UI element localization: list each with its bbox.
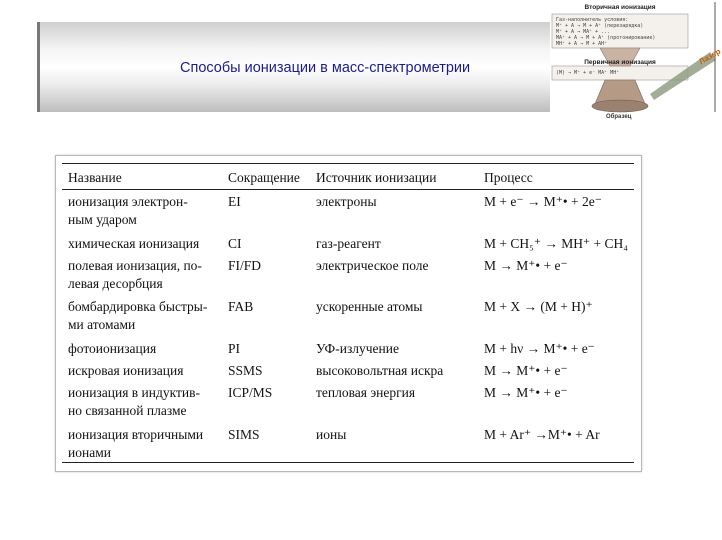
figure-line: (M) → M⁺ + e⁻ MA⁺ MH⁺: [556, 70, 620, 76]
row-abbr: SIMS: [228, 427, 260, 442]
row-source: ионы: [316, 427, 347, 442]
ionization-diagram: [550, 2, 722, 124]
row-process: M + X → (M + H)⁺: [484, 299, 593, 314]
laser-label: Лазер: [697, 46, 722, 67]
row-source: электрическое поле: [316, 258, 429, 273]
row-name: химическая ионизация: [68, 236, 200, 251]
table-rule-top: [62, 163, 634, 164]
figure-line: MH⁺ + A → M + AH⁺: [556, 41, 608, 47]
header-name: Название: [68, 170, 122, 185]
row-source: УФ-излучение: [316, 341, 399, 356]
figure-line: M⁺ + A → MA⁺ + ...: [556, 29, 611, 35]
row-name: ми атомами: [68, 317, 136, 332]
slide-title: Способы ионизации в масс-спектрометрии: [180, 60, 471, 76]
row-name: ионизация вторичными: [68, 427, 204, 442]
row-abbr: FAB: [228, 299, 254, 314]
row-source: тепловая энергия: [316, 385, 416, 400]
sample-label: Образец: [606, 114, 632, 120]
table-rule-bottom: [62, 462, 634, 463]
row-name: левая десорбция: [68, 276, 163, 291]
header-source: Источник ионизации: [316, 170, 437, 185]
row-name: фотоионизация: [68, 341, 157, 356]
row-abbr: PI: [228, 341, 241, 356]
row-process: M + e⁻ → M⁺• + 2e⁻: [484, 194, 602, 209]
header-process: Процесс: [484, 170, 533, 185]
table-rule-header: [62, 189, 634, 190]
row-source: высоковольтная искра: [316, 363, 444, 378]
row-name: полевая ионизация, по-: [68, 258, 202, 273]
row-process: M + Ar⁺ →M⁺• + Ar: [484, 427, 600, 442]
row-process: M + hν → M⁺• + e⁻: [484, 341, 595, 356]
row-abbr: SSMS: [228, 363, 263, 378]
primary-ionization-heading: Первичная ионизация: [584, 59, 656, 66]
row-name: искровая ионизация: [68, 363, 184, 378]
figure-line: M⁺ + A → M + A⁺ (перезарядка): [556, 23, 644, 29]
row-source: газ-реагент: [316, 236, 381, 251]
row-name: ионизация в индуктив-: [68, 385, 200, 400]
sample-ellipse: [592, 100, 648, 112]
row-name: но связанной плазме: [68, 403, 187, 418]
figure-line: MA⁺ + A → M + A⁺ (протонирование): [556, 35, 656, 41]
row-source: ускоренные атомы: [316, 299, 423, 314]
row-name: ионами: [68, 445, 111, 460]
row-process: M → M⁺• + e⁻: [484, 363, 568, 378]
row-name: бомбардировка быстры-: [68, 299, 208, 314]
row-process: M → M⁺• + e⁻: [484, 385, 568, 400]
header-abbr: Сокращение: [228, 170, 300, 185]
row-name: ионизация электрон-: [68, 194, 188, 209]
row-abbr: EI: [228, 194, 241, 209]
row-source: электроны: [316, 194, 377, 209]
row-abbr: CI: [228, 236, 242, 251]
row-process: M → M⁺• + e⁻: [484, 258, 568, 273]
row-process: M + CH₅⁺ → MH⁺ + CH₄: [484, 236, 628, 251]
row-abbr: ICP/MS: [228, 385, 273, 400]
secondary-ionization-heading: Вторичная ионизация: [584, 4, 656, 11]
figure-line: Газ-наполнитель условия:: [556, 17, 629, 23]
row-name: ным ударом: [68, 212, 137, 227]
row-abbr: FI/FD: [228, 258, 262, 273]
